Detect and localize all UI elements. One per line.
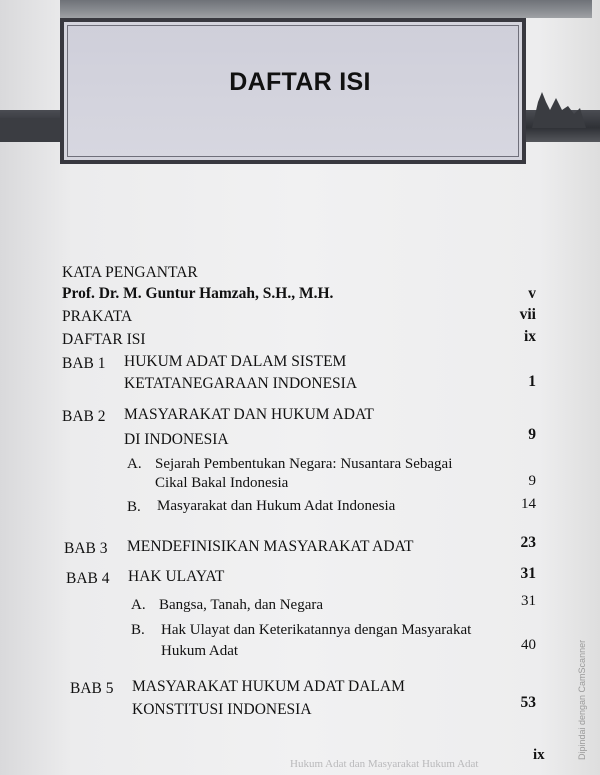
toc-bab-2-sub-b-letter: B. (127, 499, 141, 515)
toc-bab-1-title-line2: KETATANEGARAAN INDONESIA (124, 375, 358, 392)
toc-page-prakata: vii (519, 306, 536, 323)
toc-bab-1-label: BAB 1 (62, 355, 106, 372)
running-title: Hukum Adat dan Masyarakat Hukum Adat (290, 758, 479, 770)
toc-bab-4-sub-a-line1: Bangsa, Tanah, dan Negara (159, 597, 324, 613)
toc-bab-4-sub-a-letter: A. (131, 597, 146, 613)
toc-bab-2-label: BAB 2 (62, 408, 106, 425)
toc-bab-4-label: BAB 4 (66, 570, 110, 587)
toc-bab-3-page: 23 (520, 534, 536, 551)
toc-bab-2-sub-a-line1: Sejarah Pembentukan Negara: Nusantara Sebagai (155, 456, 453, 472)
toc-bab-2-title-line2: DI INDONESIA (124, 431, 229, 448)
toc-bab-4-sub-b-page: 40 (521, 637, 536, 653)
toc-bab-2-sub-b-line1: Masyarakat dan Hukum Adat Indonesia (157, 498, 396, 514)
toc-bab-2-sub-a-line2: Cikal Bakal Indonesia (155, 475, 289, 491)
toc-bab-5-label: BAB 5 (70, 680, 114, 697)
page-number: ix (533, 747, 545, 763)
toc-bab-4-sub-b-line2: Hukum Adat (161, 643, 239, 659)
toc-bab-5-page: 53 (520, 694, 536, 711)
toc-bab-3-title-line1: MENDEFINISIKAN MASYARAKAT ADAT (127, 538, 414, 555)
toc-bab-4-page: 31 (520, 565, 536, 582)
toc-bab-2-sub-a-page: 9 (528, 473, 536, 489)
toc-page-daftar-isi: ix (523, 328, 536, 345)
toc-bab-2-sub-b-page: 14 (521, 496, 536, 512)
toc-bab-2-page: 9 (528, 426, 536, 443)
toc-bab-1-page: 1 (528, 373, 536, 390)
toc-entry-prakata: PRAKATA (62, 308, 133, 325)
toc-bab-4-title-line1: HAK ULAYAT (128, 568, 225, 585)
toc-entry-daftar-isi: DAFTAR ISI (62, 331, 146, 348)
toc-entry-kata-pengantar-author: Prof. Dr. M. Guntur Hamzah, S.H., M.H. (62, 285, 334, 302)
toc-page-kata-pengantar: v (528, 285, 536, 302)
toc-bab-5-title-line2: KONSTITUSI INDONESIA (132, 701, 312, 718)
toc-bab-4-sub-b-line1: Hak Ulayat dan Keterikatannya dengan Masyarakat (161, 622, 472, 638)
toc-bab-1-title-line1: HUKUM ADAT DALAM SISTEM (124, 353, 347, 370)
toc-entry-kata-pengantar-label: KATA PENGANTAR (62, 264, 198, 281)
toc-bab-4-sub-b-letter: B. (131, 622, 145, 638)
toc-bab-2-title-line1: MASYARAKAT DAN HUKUM ADAT (124, 406, 374, 423)
toc-bab-2-sub-a-letter: A. (127, 456, 142, 472)
page-title: DAFTAR ISI (229, 68, 371, 96)
toc-bab-3-label: BAB 3 (64, 540, 108, 557)
scanner-watermark: Dipindai dengan CamScanner (577, 639, 587, 760)
toc-bab-4-sub-a-page: 31 (521, 593, 536, 609)
toc-bab-5-title-line1: MASYARAKAT HUKUM ADAT DALAM (132, 678, 405, 695)
